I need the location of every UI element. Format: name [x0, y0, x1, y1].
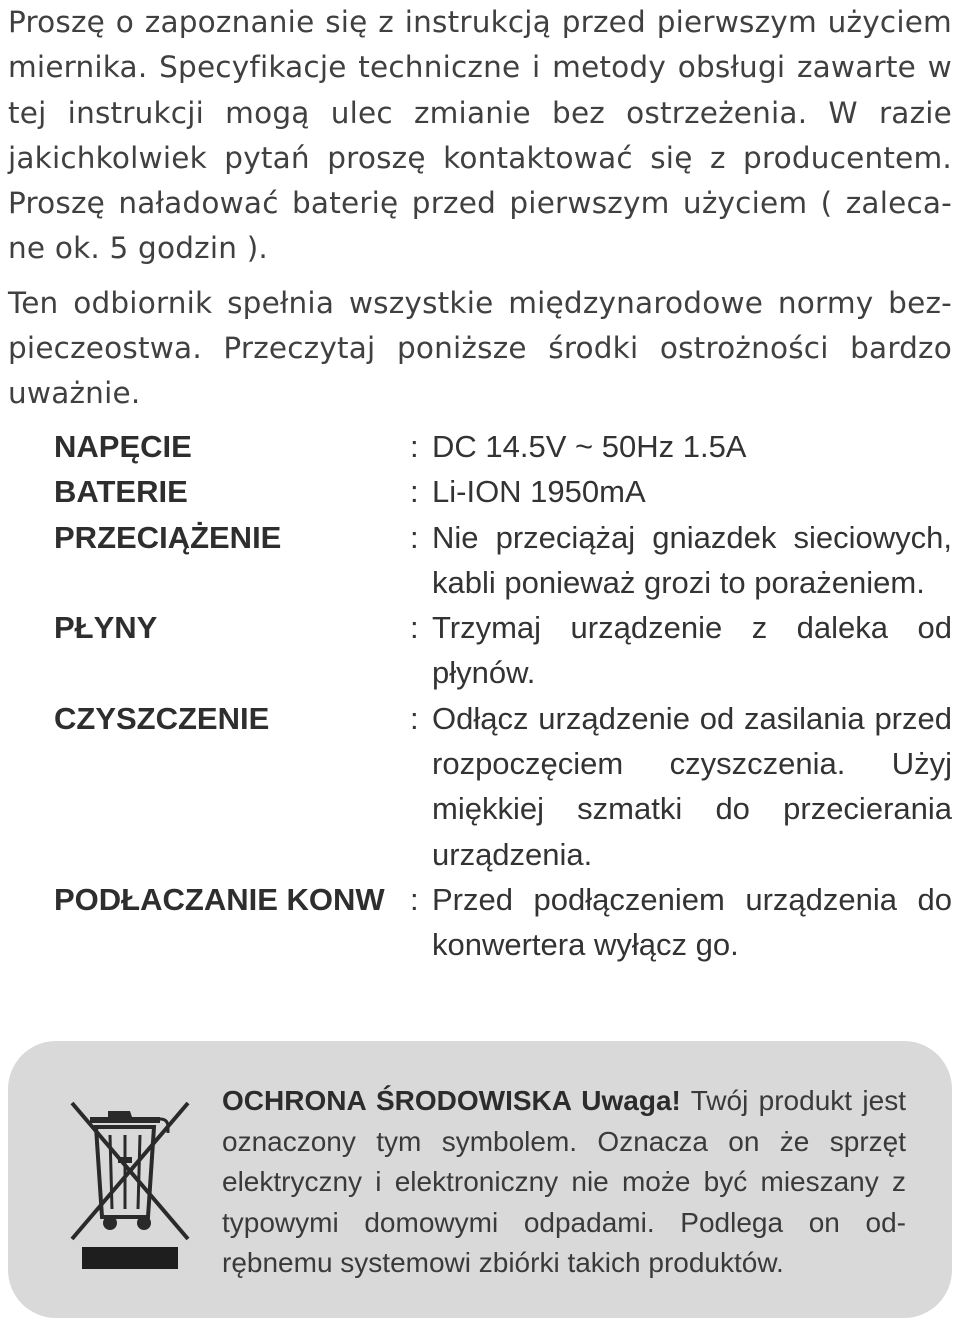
environment-notice-text — [222, 1081, 906, 1284]
environment-notice-heading: OCHRONA ŚRODOWISKA Uwaga! — [222, 1085, 681, 1116]
spec-value: Li-ION 1950mA — [432, 474, 646, 510]
specifications-list — [54, 424, 952, 968]
spec-row-overload — [54, 515, 952, 606]
spec-value: Odłącz urządzenie od zasilania przed rozpoczęciem czyszczenia. Użyj miękkiej szmatki do przecierania urządzenia. — [432, 700, 952, 872]
spec-row-liquids — [54, 605, 952, 696]
intro-section — [8, 0, 952, 417]
spec-label: PŁYNY — [54, 610, 158, 646]
spec-row-converter — [54, 877, 952, 968]
environment-notice-box — [8, 1041, 952, 1318]
spec-label: CZYSZCZENIE — [54, 700, 270, 736]
spec-colon: : — [410, 474, 419, 510]
environment-notice-body: Twój produkt jest oznaczony tym symbolem. Oznacza on że sprzęt elektryczny i elektroniczny nie może być mieszany z typowymi domowymi odpadami. Podlega on od-rębnemu systemowi zbiórki takich produktów. — [222, 1085, 906, 1278]
intro-paragraph-2: Ten odbiornik spełnia wszystkie międzynarodowe normy bez-pieczeostwa. Przeczytaj poniższe środki ostrożności bardzo uważnie. — [8, 285, 952, 411]
environment-notice-paragraph — [222, 1081, 906, 1284]
spec-row-cleaning — [54, 696, 952, 877]
spec-label: PRZECIĄŻENIE — [54, 519, 282, 555]
spec-label: PODŁACZANIE KONW — [54, 881, 385, 917]
spec-value: Nie przeciążaj gniazdek sieciowych, kabli ponieważ grozi to porażeniem. — [432, 519, 952, 600]
spec-row-voltage — [54, 424, 952, 469]
spec-label: NAPĘCIE — [54, 429, 192, 464]
spec-colon: : — [410, 519, 419, 555]
crossed-out-wheelie-bin-icon — [68, 1099, 192, 1277]
spec-colon: : — [410, 881, 419, 917]
intro-paragraph-1: Proszę o zapoznanie się z instrukcją przed pierwszym użyciem miernika. Specyfikacje techniczne i metody obsługi zawarte w tej instrukcji mogą ulec zmianie bez ostrzeżenia. W razie jakichkolwiek pytań proszę kontaktować się z producentem. Proszę naładować baterię przed pierwszym użyciem ( zaleca-ne ok. 5 godzin ). — [8, 5, 952, 266]
spec-colon: : — [410, 700, 419, 736]
spec-value: DC 14.5V ~ 50Hz 1.5A — [432, 429, 747, 464]
spec-colon: : — [410, 429, 419, 464]
spec-label: BATERIE — [54, 474, 188, 510]
spec-colon: : — [410, 610, 419, 646]
spec-value: Trzymaj urządzenie z daleka od płynów. — [432, 610, 952, 691]
spec-row-battery — [54, 469, 952, 514]
spec-value: Przed podłączeniem urządzenia do konwertera wyłącz go. — [432, 881, 952, 963]
